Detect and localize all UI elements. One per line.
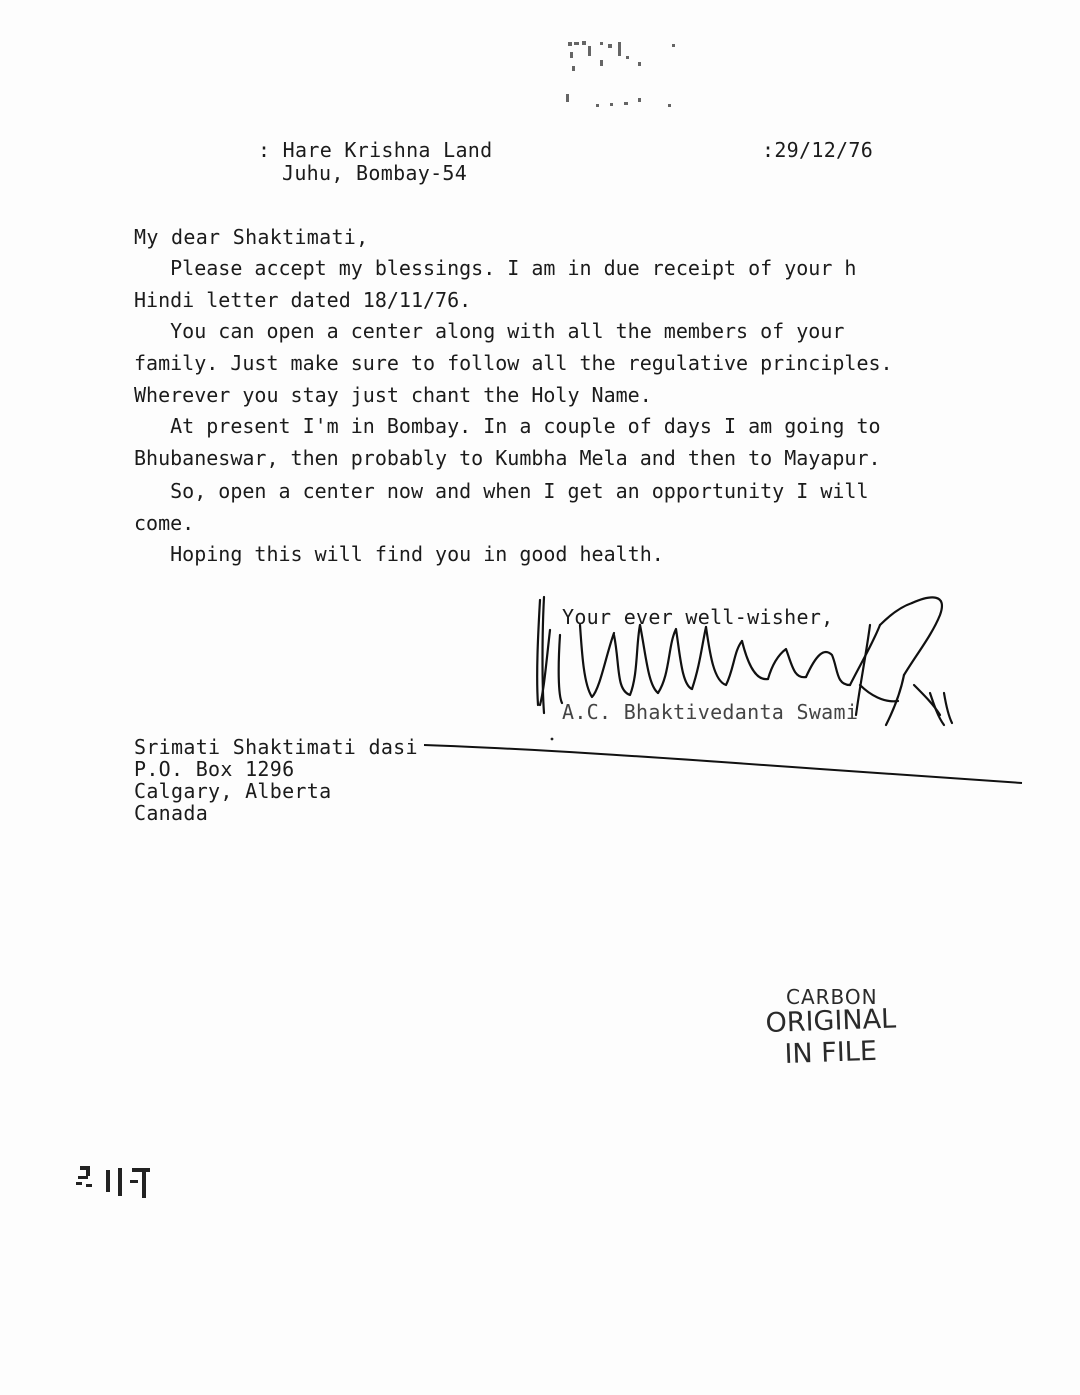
- stamp-line2: ORIGINAL: [765, 1003, 897, 1039]
- body-line: You can open a center along with all the members of your: [134, 319, 845, 343]
- letter-date: :29/12/76: [762, 138, 874, 162]
- signature-underline: [420, 735, 1030, 795]
- body-line: Hindi letter dated 18/11/76.: [134, 288, 472, 312]
- body-line: Please accept my blessings. I am in due receipt of your h: [134, 256, 857, 280]
- recipient-line1: Srimati Shaktimati dasi: [134, 735, 418, 759]
- signer-name: A.C. Bhaktivedanta Swami: [562, 700, 859, 724]
- recipient-line3: Calgary, Alberta: [134, 779, 332, 803]
- top-number-mark: [560, 38, 690, 118]
- body-line: Hoping this will find you in good health.: [134, 542, 664, 566]
- closing: Your ever well-wisher,: [562, 605, 834, 629]
- top-number-text: 5774: [560, 38, 563, 39]
- salutation: My dear Shaktimati,: [134, 225, 369, 249]
- recipient-line2: P.O. Box 1296: [134, 757, 295, 781]
- body-line: So, open a center now and when I get an opportunity I will: [134, 479, 869, 503]
- body-line: family. Just make sure to follow all the regulative principles.: [134, 351, 893, 375]
- body-line: come.: [134, 511, 195, 535]
- body-line: Wherever you stay just chant the Holy Name.: [134, 383, 652, 407]
- handwritten-signature: [520, 585, 960, 745]
- stamp-line3: IN FILE: [784, 1035, 878, 1070]
- sender-address-line2: Juhu, Bombay-54: [282, 161, 468, 185]
- corner-number-mark: [72, 1160, 172, 1210]
- body-line: At present I'm in Bombay. In a couple of days I am going to: [134, 414, 881, 438]
- body-line: Bhubaneswar, then probably to Kumbha Mela and then to Mayapur.: [134, 446, 881, 470]
- corner-number-text: 2217: [72, 1160, 75, 1161]
- recipient-line4: Canada: [134, 801, 209, 825]
- stamp-line1: CARBON: [786, 985, 878, 1009]
- sender-address-line1: : Hare Krishna Land: [258, 138, 493, 162]
